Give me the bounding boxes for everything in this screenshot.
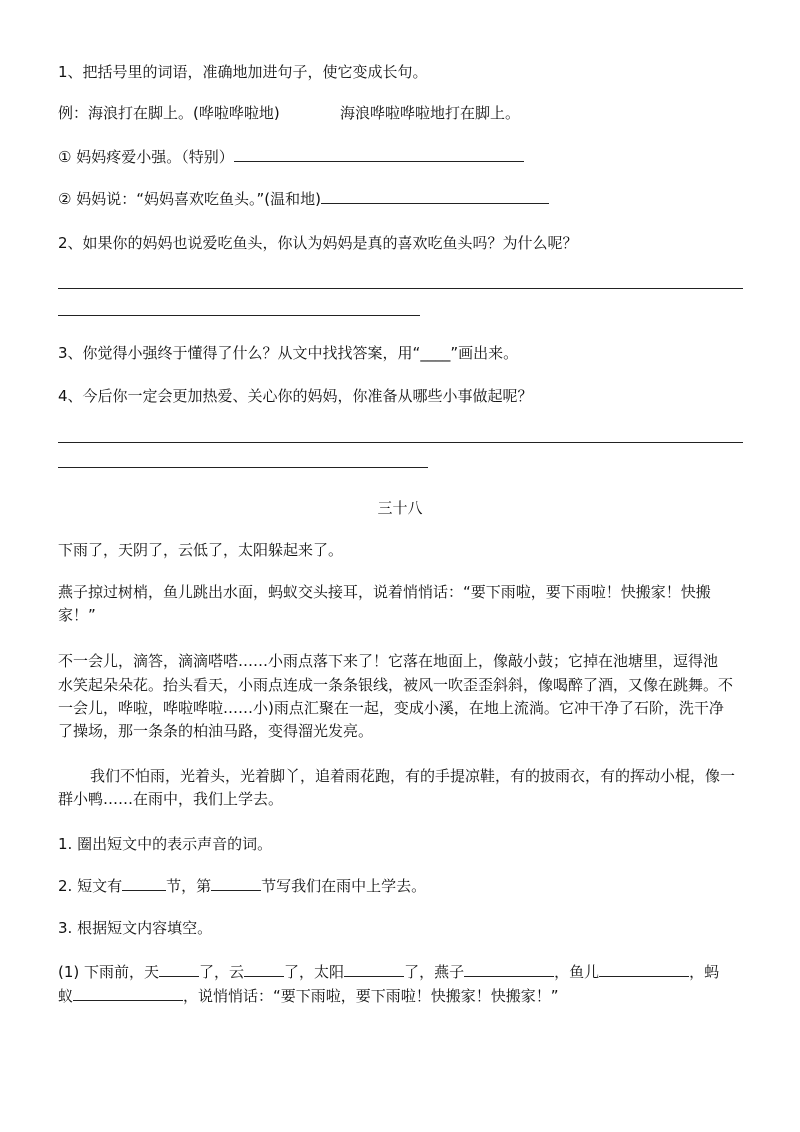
passage-question-2 — [58, 876, 426, 896]
passage-question-2-part-a: 2. 短文有 — [58, 877, 123, 895]
passage-paragraph-3-line-4: 了操场，那一条条的柏油马路，变得溜光发亮。 — [58, 722, 374, 740]
passage-paragraph-4-line-1: 我们不怕雨，光着头，光着脚丫，追着雨花跑，有的手提凉鞋，有的披雨衣，有的挥动小棍，像一 — [90, 767, 736, 785]
passage-question-3-1-line-2 — [58, 986, 559, 1006]
passage-paragraph-3-line-2: 水笑起朵朵花。抬头看天，小雨点连成一条条银线，被风一吹歪歪斜斜，像喝醉了酒，又像在跳舞。不 — [58, 676, 734, 694]
fill-text-g: 蚁 — [58, 987, 74, 1005]
passage-question-3-1-line-1 — [58, 962, 719, 982]
answer-blank-section-count[interactable] — [122, 876, 166, 891]
answer-blank-item-2[interactable] — [321, 189, 549, 204]
answer-blank-ant[interactable] — [73, 986, 183, 1001]
passage-paragraph-4-line-2: 群小鸭……在雨中，我们上学去。 — [58, 790, 284, 808]
fill-text-e: ，鱼儿 — [554, 963, 600, 981]
section-title: 三十八 — [377, 499, 423, 517]
question-3: 3、你觉得小强终于懂得了什么？从文中找找答案，用“____”画出来。 — [58, 344, 519, 362]
question-4: 4、今后你一定会更加热爱、关心你的妈妈，你准备从哪些小事做起呢？ — [58, 387, 533, 405]
passage-question-3: 3. 根据短文内容填空。 — [58, 919, 213, 937]
answer-blank-cloud[interactable] — [244, 962, 284, 977]
fill-text-d: 了，燕子 — [404, 963, 465, 981]
passage-question-2-part-c: 节写我们在雨中上学去。 — [261, 877, 427, 895]
question-1: 1、把括号里的词语，准确地加进句子，使它变成长句。 — [58, 63, 428, 81]
answer-blank-item-1[interactable] — [234, 147, 524, 162]
passage-paragraph-1: 下雨了，天阴了，云低了，太阳躲起来了。 — [58, 541, 344, 559]
answer-line-q2-2[interactable] — [58, 315, 420, 316]
question-1-item-1 — [58, 147, 524, 167]
passage-paragraph-2-line-1: 燕子掠过树梢，鱼儿跳出水面，蚂蚁交头接耳，说着悄悄话：“要下雨啦，要下雨啦！快搬家！快搬 — [58, 583, 711, 601]
fill-text-c: 了，太阳 — [284, 963, 345, 981]
question-1-example-answer: 海浪哗啦哗啦地打在脚上。 — [340, 104, 521, 122]
fill-text-a: (1) 下雨前，天 — [58, 963, 160, 981]
answer-line-q4-2[interactable] — [58, 467, 428, 468]
answer-blank-fish[interactable] — [599, 962, 689, 977]
question-1-example-original: 例：海浪打在脚上。(哗啦哗啦地) — [58, 104, 280, 122]
fill-text-f: ，蚂 — [689, 963, 720, 981]
passage-paragraph-2-line-2: 家！” — [58, 606, 96, 624]
question-1-item-2-text: ② 妈妈说：“妈妈喜欢吃鱼头。”(温和地) — [58, 190, 321, 208]
passage-question-2-part-b: 节，第 — [166, 877, 212, 895]
question-1-item-2 — [58, 189, 549, 209]
answer-blank-swallow[interactable] — [464, 962, 554, 977]
passage-paragraph-3-line-1: 不一会儿，滴答，滴滴嗒嗒……小雨点落下来了！它落在地面上，像敲小鼓；它掉在池塘里，逗得池 — [58, 652, 719, 670]
answer-line-q4-1[interactable] — [58, 442, 743, 443]
answer-blank-sky[interactable] — [159, 962, 199, 977]
passage-question-1: 1. 圈出短文中的表示声音的词。 — [58, 835, 273, 853]
answer-line-q2-1[interactable] — [58, 288, 743, 289]
question-1-item-1-text: ① 妈妈疼爱小强。（特别） — [58, 148, 234, 166]
passage-paragraph-3-line-3: 一会儿，哗啦，哗啦哗啦……小)雨点汇聚在一起，变成小溪，在地上流淌。它冲干净了石阶，洗干净 — [58, 699, 724, 717]
answer-blank-sun[interactable] — [344, 962, 404, 977]
answer-blank-section-number[interactable] — [211, 876, 261, 891]
question-2: 2、如果你的妈妈也说爱吃鱼头，你认为妈妈是真的喜欢吃鱼头吗？为什么呢？ — [58, 234, 578, 252]
fill-text-b: 了，云 — [199, 963, 245, 981]
fill-text-h: ，说悄悄话：“要下雨啦，要下雨啦！快搬家！快搬家！” — [183, 987, 559, 1005]
